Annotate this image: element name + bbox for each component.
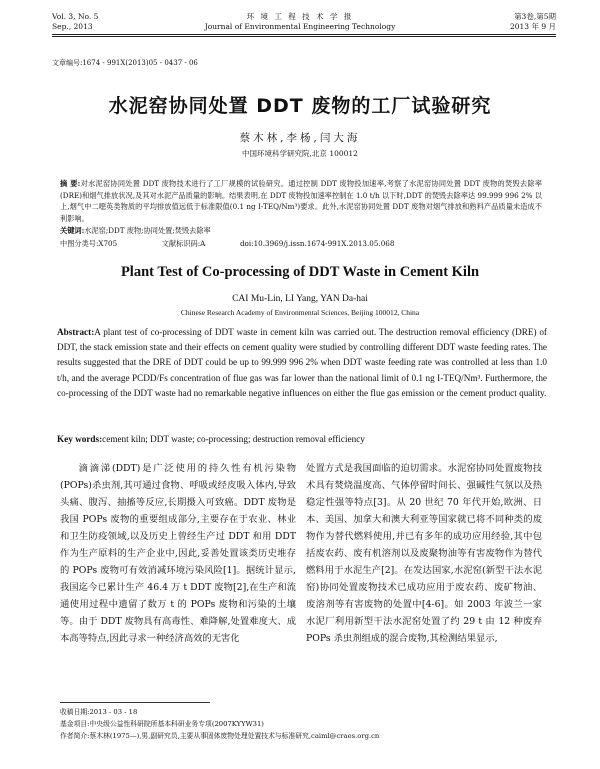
- en-authors: CAI Mu-Lin, LI Yang, YAN Da-hai: [232, 294, 368, 304]
- article-number: 文章编号:1674 - 991X(2013)05 - 0437 - 06: [52, 59, 198, 67]
- body-column-right: 处置方式是我国面临的迫切需求。水泥窑协同处置废物技术具有焚烧温度高、气体停留时间长、强碱性气氛以及热稳定性强等特点[3]。从 20 世纪 70 年代开始,欧洲、日本、美国、加拿大和澳大利亚等国家就已将不同种类的废物作为替代燃料使用,并已有多年的成功应用经验,其中包括废农药、废有机溶剂以及废聚物油等有害废物作为替代燃料用于水泥生产[2]。在发达国家,水泥窑(新型干法水泥窑)协同处置废物技术已成功应用于废农药、废矿物油、废溶剂等有害废物的处置中[4-6]。如 2003 年波兰一家水泥厂利用新型干法水泥窑处置了约 29 t 由 12 种废弃 POPs 杀虫剂组成的混合废物,其检测结果显示,: [306, 463, 542, 644]
- document-code: 文献标识码:A: [161, 239, 206, 248]
- en-keywords-text: cement kiln; DDT waste; co-processing; destruction removal efficiency: [102, 434, 365, 444]
- cn-title: 水泥窑协同处置 DDT 废物的工厂试验研究: [108, 95, 492, 117]
- date-cn: 2013 年 9 月: [509, 22, 556, 31]
- header-left: [52, 12, 98, 32]
- cn-abstract: [60, 178, 542, 224]
- header-rule: [52, 34, 556, 35]
- body-column-left: 滴滴涕(DDT)是广泛使用的持久性有机污染物(POPs)杀虫剂,其可通过食物、呼吸或经皮吸入体内,导致头痛、腹泻、抽搐等反应,长期摄入可致癌。DDT 废物是我国 POPs 废物的重要组成部分,主要存在于农业、林业和卫生防疫领域,以及历史上曾经生产过 DDT 和用 DDT 作为生产原料的生产企业中,因此,妥善处置该类历史堆存的 POPs 废物可有效消减环境污染风险[1]。据统计显示,我国迄今已累计生产 46.4 万 t DDT 废物[2],在生产和流通使用过程中遗留了数万 t 的 POPs 废物和污染的土壤等。由于 DDT 废物具有高毒性、难降解,处置难度大、成本高等特点,因此寻求一种经济高效的无害化: [60, 463, 296, 644]
- cn-abstract-label: 摘 要:: [60, 179, 81, 188]
- en-abstract: [57, 325, 547, 401]
- footnote-rule: [60, 702, 210, 703]
- journal-en: Journal of Environmental Engineering Technology: [204, 22, 396, 31]
- en-keywords: [57, 432, 547, 446]
- en-abstract-label: Abstract:: [57, 327, 95, 337]
- date-en: Sep., 2013: [52, 22, 93, 31]
- issue-cn: 第3卷,第5期: [514, 12, 556, 21]
- cn-classification: [60, 238, 542, 250]
- cn-keywords: [60, 225, 542, 237]
- footnote-received: 收稿日期:2013 - 03 - 18: [60, 708, 138, 716]
- vol-issue: Vol. 3, No. 5: [52, 12, 99, 21]
- header-rule-2: [52, 36, 556, 37]
- footnotes: [60, 706, 550, 742]
- cn-abstract-text: 对水泥窑协同处置 DDT 废物技术进行了工厂规模的试验研究。通过控制 DDT 废物投加速率,考察了水泥窑协同处置 DDT 废物的焚毁去除率(DRE)和烟气排放状况,及其对水泥产品质量的影响。结果表明,在 DDT 废物投加速率控制在 1.0 t/h 以下时,DDT 的焚毁去除率达 99.999 996 2% 以上,烟气中二噁英类物质的平均排放值远低于标准限值(0.1 ng I-TEQ/Nm³)要求。此外,水泥窑协同处置 DDT 废物对烟气排放和熟料产品质量未造成不利影响。: [60, 179, 542, 223]
- cn-keywords-label: 关键词:: [60, 226, 85, 235]
- en-title: Plant Test of Co-processing of DDT Waste in Cement Kiln: [120, 264, 480, 280]
- en-affiliation: Chinese Research Academy of Environmental Sciences, Beijing 100012, China: [180, 308, 420, 317]
- doi: doi:10.3969/j.issn.1674-991X.2013.05.068: [239, 239, 395, 248]
- footnote-fund: 基金项目:中央级公益性科研院所基本科研业务专项(2007KYYW31): [60, 720, 264, 728]
- cn-authors: 蔡木林,李杨,闫大海: [239, 132, 361, 144]
- en-abstract-text: A plant test of co-processing of DDT waste in cement kiln was carried out. The destruction removal efficiency (DRE) of DDT, the stack emission state and their effects on cement quality were studied by controlling different DDT waste feeding rates. The results suggested that the DRE of DDT could be up to 99.999 996 2% when DDT waste feeding rate was controlled at less than 1.0 t/h, and the average PCDD/Fs concentration of flue gas was far lower than the national limit of 0.1 ng I-TEQ/Nm³. Furthermore, the co-processing of the DDT waste had no remarkable negative influences on either the flue gas emission or the cement product quality.: [57, 327, 547, 398]
- clc-number: 中图分类号:X705: [60, 239, 118, 248]
- en-keywords-label: Key words:: [57, 434, 103, 444]
- header-center: [150, 12, 450, 32]
- journal-cn: 环 境 工 程 技 术 学 报: [246, 12, 354, 21]
- cn-keywords-text: 水泥窑;DDT 废物;协同处置;焚毁去除率: [84, 226, 211, 235]
- cn-affiliation: 中国环境科学研究院,北京 100012: [242, 149, 358, 158]
- footnote-author: 作者简介:蔡木林(1975—),男,副研究员,主要从事固体废物处理处置技术与标准研究,caiml@craes.org.cn: [60, 732, 380, 740]
- header-right: [470, 12, 556, 32]
